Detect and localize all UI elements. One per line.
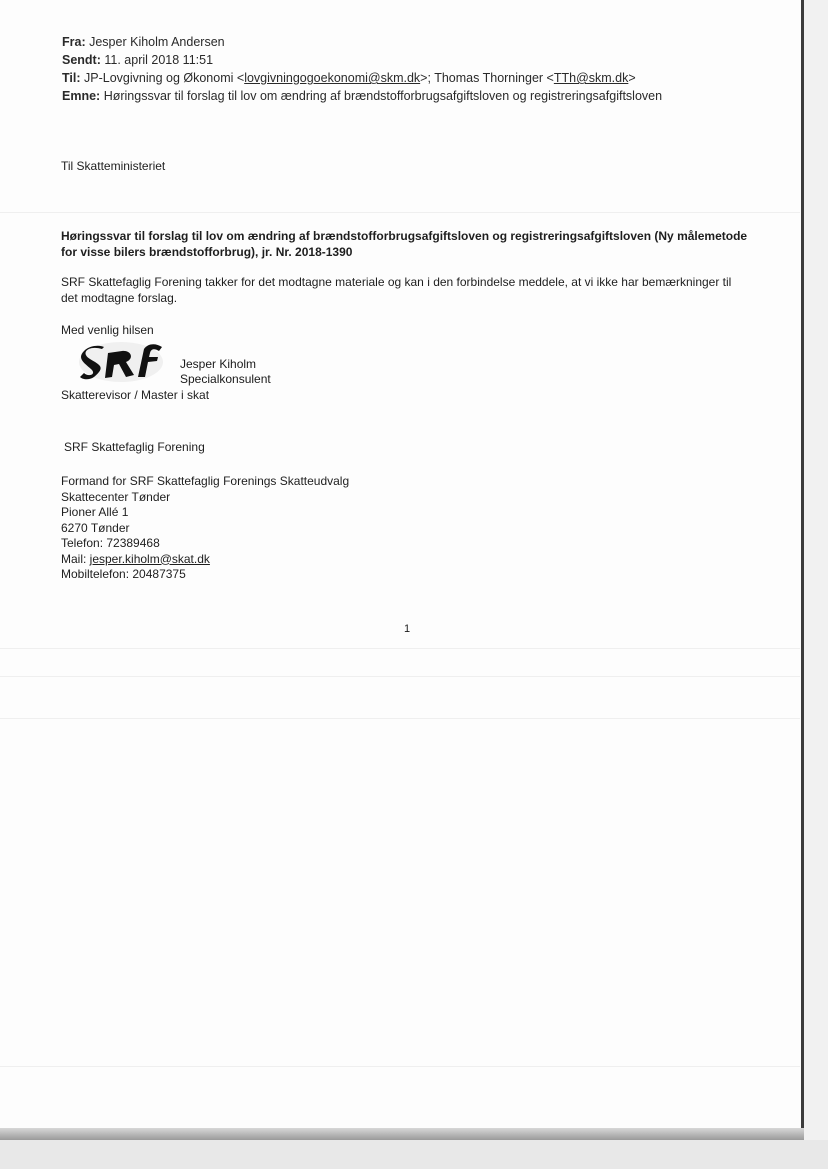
signature-mail-row — [61, 552, 349, 568]
signature-phone: Telefon: 72389468 — [61, 536, 160, 550]
from-value: Jesper Kiholm Andersen — [89, 35, 225, 49]
signature-workplace: Skattecenter Tønder — [61, 489, 171, 504]
signature-title: Specialkonsulent — [180, 372, 271, 386]
page-edge-bottom — [0, 1128, 804, 1140]
subject-label: Emne: — [62, 89, 101, 103]
to-email-1-link[interactable]: lovgivningogoekonomi@skm.dk — [244, 71, 421, 85]
sent-value: 11. april 2018 11:51 — [104, 53, 214, 67]
signature-city: 6270 Tønder — [61, 520, 130, 535]
scan-artifact — [0, 648, 800, 649]
to-email-2-link[interactable]: TTh@skm.dk — [553, 71, 629, 85]
scan-artifact — [0, 212, 800, 213]
email-from-row — [62, 33, 662, 51]
to-label: Til: — [62, 71, 81, 85]
signature-role: Formand for SRF Skattefaglig Forenings Skatteudvalg — [61, 474, 350, 488]
email-to-row: Til: JP-Lovgivning og Økonomi <lovgivningogoekonomi@skm.dk>; Thomas Thorninger <TTh@skm.dk> — [62, 71, 636, 85]
scan-margin-right — [804, 0, 828, 1169]
signature-organization: SRF Skattefaglig Forening — [64, 440, 205, 454]
signature-contact-block — [61, 474, 349, 583]
email-sent-row — [62, 51, 662, 69]
signature-name-title — [180, 357, 271, 387]
to-name-1: JP-Lovgivning og Økonomi — [84, 71, 234, 85]
page-number: 1 — [404, 623, 411, 635]
subject-value: Høringssvar til forslag til lov om ændring af brændstofforbrugsafgiftsloven og registreringsafgiftsloven — [103, 89, 663, 103]
sent-label: Sendt: — [62, 53, 101, 67]
signature-mobile: Mobiltelefon: 20487375 — [61, 567, 186, 581]
srf-logo — [74, 337, 174, 387]
letter-recipient: Til Skatteministeriet — [61, 159, 166, 173]
to-name-2: Thomas Thorninger — [434, 71, 544, 85]
signature-address: Pioner Allé 1 — [61, 505, 129, 519]
letter-closing: Med venlig hilsen — [61, 323, 154, 337]
letter-body: SRF Skattefaglig Forening takker for det modtagne materiale og kan i den forbindelse meddele, at vi ikke har bemærkninger til det modtagne forslag. — [61, 275, 732, 305]
scan-artifact — [0, 718, 800, 719]
email-header — [62, 33, 662, 105]
scan-artifact — [0, 676, 800, 677]
scan-artifact — [0, 1066, 800, 1067]
mail-label: Mail: — [61, 551, 90, 566]
mail-link[interactable]: jesper.kiholm@skat.dk — [89, 551, 210, 566]
page-edge-right — [801, 0, 804, 1139]
signature-name: Jesper Kiholm — [180, 357, 257, 371]
scan-margin-bottom — [0, 1140, 828, 1169]
letter-subject: Høringssvar til forslag til lov om ændring af brændstofforbrugsafgiftsloven og registreringsafgiftsloven (Ny målemetode for visse bilers brændstofforbrug), jr. Nr. 2018-1390 — [61, 229, 748, 259]
from-label: Fra: — [62, 35, 86, 49]
email-subject-row — [62, 87, 662, 105]
signature-credentials: Skatterevisor / Master i skat — [61, 388, 210, 402]
